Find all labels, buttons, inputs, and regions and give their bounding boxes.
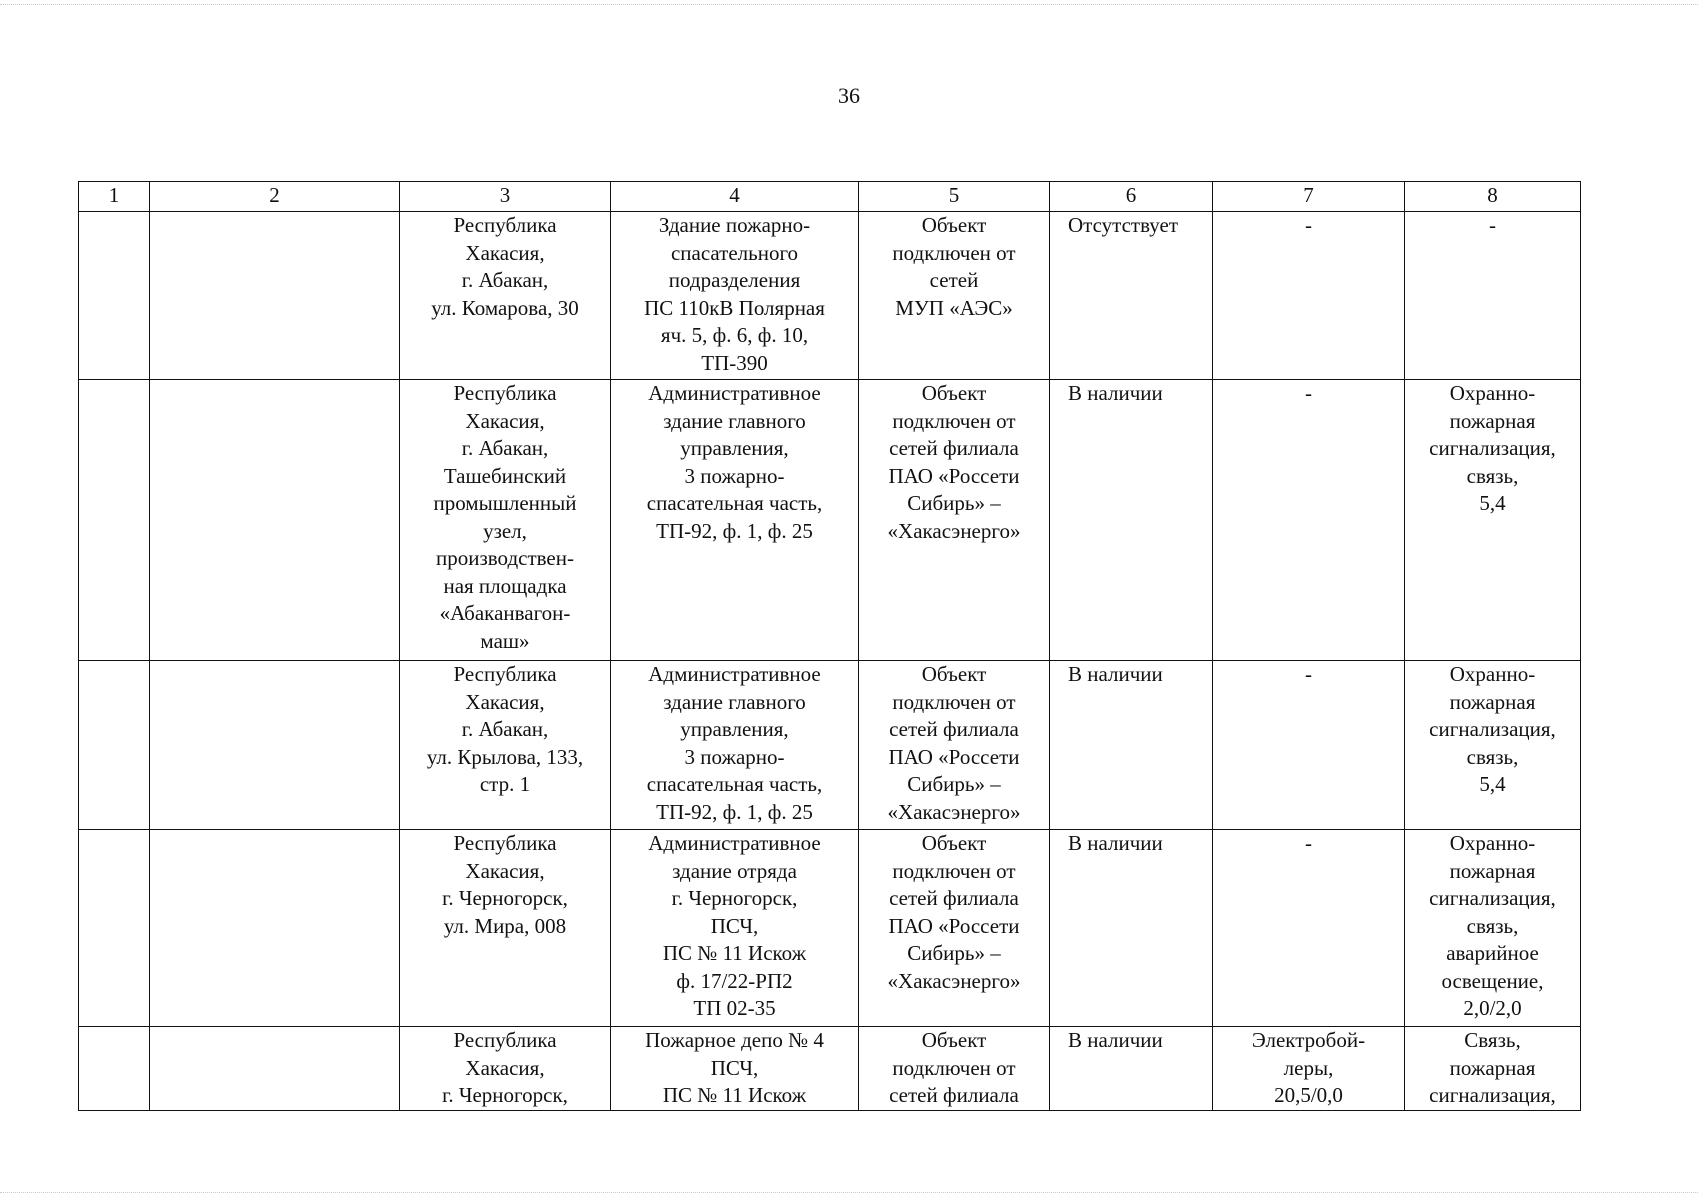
table-cell-systems: Охранно- пожарная сигнализация, связь, 5,4 xyxy=(1405,661,1581,830)
table-cell-object: Административное здание отряда г. Черногорск, ПСЧ, ПС № 11 Искож ф. 17/22-РП2 ТП 02-35 xyxy=(611,830,859,1027)
table-cell xyxy=(150,380,400,661)
table-cell-equipment: - xyxy=(1213,212,1405,380)
data-table xyxy=(78,181,1581,1111)
table-cell xyxy=(150,661,400,830)
table-cell-status: Отсутствует xyxy=(1050,212,1213,380)
table-row xyxy=(79,212,1581,380)
table-cell-address: Республика Хакасия, г. Черногорск, xyxy=(400,1027,611,1111)
table-row xyxy=(79,1027,1581,1111)
table-cell xyxy=(79,1027,150,1111)
table-cell-address: Республика Хакасия, г. Абакан, ул. Комарова, 30 xyxy=(400,212,611,380)
column-header-8: 8 xyxy=(1405,182,1581,212)
table-cell-address: Республика Хакасия, г. Абакан, Ташебинский промышленный узел, производствен- ная площадка «Абаканвагон- маш» xyxy=(400,380,611,661)
table-cell xyxy=(79,830,150,1027)
table-cell xyxy=(150,1027,400,1111)
column-header-4: 4 xyxy=(611,182,859,212)
column-header-7: 7 xyxy=(1213,182,1405,212)
table-cell xyxy=(79,661,150,830)
table-cell-connection: Объект подключен от сетей МУП «АЭС» xyxy=(859,212,1050,380)
table-cell-connection: Объект подключен от сетей филиала ПАО «Россети Сибирь» – «Хакасэнерго» xyxy=(859,830,1050,1027)
table-cell-status: В наличии xyxy=(1050,380,1213,661)
table-cell-status: В наличии xyxy=(1050,1027,1213,1111)
column-header-3: 3 xyxy=(400,182,611,212)
scan-artifact-bottom xyxy=(0,1192,1698,1194)
table-cell-systems: Охранно- пожарная сигнализация, связь, аварийное освещение, 2,0/2,0 xyxy=(1405,830,1581,1027)
table-cell-object: Пожарное депо № 4 ПСЧ, ПС № 11 Искож xyxy=(611,1027,859,1111)
table-cell xyxy=(150,212,400,380)
table-cell-equipment: - xyxy=(1213,380,1405,661)
table-cell-connection: Объект подключен от сетей филиала ПАО «Россети Сибирь» – «Хакасэнерго» xyxy=(859,380,1050,661)
table-cell-object: Здание пожарно- спасательного подразделения ПС 110кВ Полярная яч. 5, ф. 6, ф. 10, ТП-390 xyxy=(611,212,859,380)
table-cell-connection: Объект подключен от сетей филиала xyxy=(859,1027,1050,1111)
table-cell-systems: Охранно- пожарная сигнализация, связь, 5,4 xyxy=(1405,380,1581,661)
page-number: 36 xyxy=(838,83,860,108)
table-cell-address: Республика Хакасия, г. Абакан, ул. Крылова, 133, стр. 1 xyxy=(400,661,611,830)
table-cell xyxy=(79,380,150,661)
table-cell-status: В наличии xyxy=(1050,830,1213,1027)
table-cell-equipment: - xyxy=(1213,661,1405,830)
table-cell xyxy=(150,830,400,1027)
table-cell xyxy=(79,212,150,380)
column-header-2: 2 xyxy=(150,182,400,212)
scan-artifact-top xyxy=(0,4,1698,6)
table-header-row xyxy=(79,182,1581,212)
table-cell-equipment: Электробой- леры, 20,5/0,0 xyxy=(1213,1027,1405,1111)
table-row xyxy=(79,380,1581,661)
table-row xyxy=(79,661,1581,830)
table-cell-systems: - xyxy=(1405,212,1581,380)
table-cell-status: В наличии xyxy=(1050,661,1213,830)
table-cell-systems: Связь, пожарная сигнализация, xyxy=(1405,1027,1581,1111)
table-cell-object: Административное здание главного управления, 3 пожарно- спасательная часть, ТП-92, ф. 1, ф. 25 xyxy=(611,380,859,661)
table-cell-connection: Объект подключен от сетей филиала ПАО «Россети Сибирь» – «Хакасэнерго» xyxy=(859,661,1050,830)
table-cell-address: Республика Хакасия, г. Черногорск, ул. Мира, 008 xyxy=(400,830,611,1027)
column-header-1: 1 xyxy=(79,182,150,212)
table-cell-object: Административное здание главного управления, 3 пожарно- спасательная часть, ТП-92, ф. 1, ф. 25 xyxy=(611,661,859,830)
table-row xyxy=(79,830,1581,1027)
column-header-6: 6 xyxy=(1050,182,1213,212)
column-header-5: 5 xyxy=(859,182,1050,212)
table-cell-equipment: - xyxy=(1213,830,1405,1027)
